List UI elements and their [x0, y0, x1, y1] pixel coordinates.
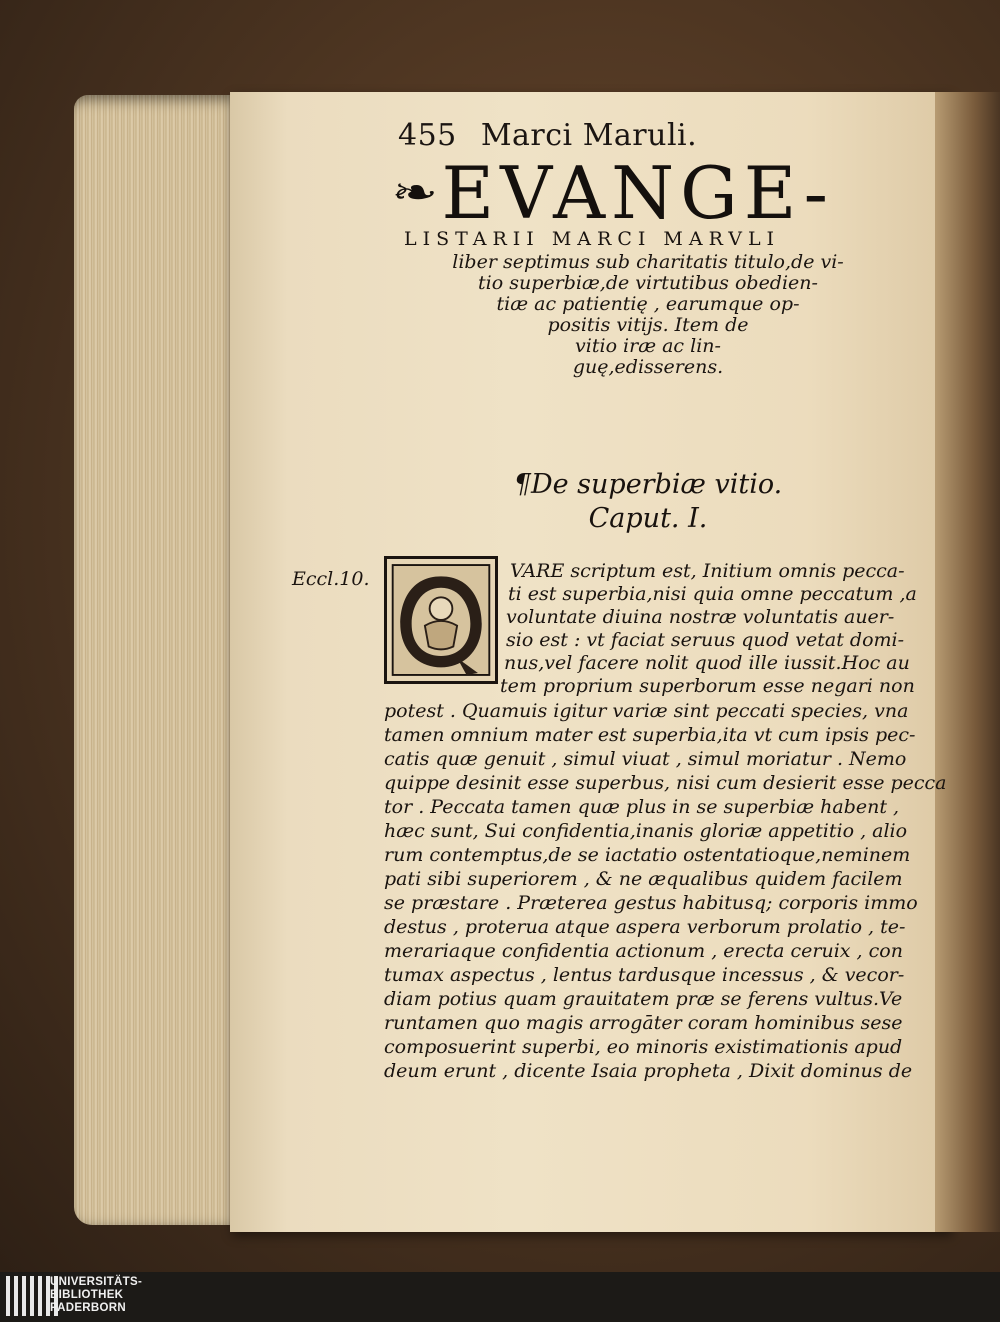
library-logo-text — [50, 1276, 142, 1315]
woodcut-initial-icon — [384, 556, 498, 684]
intro-line: tiæ ac patientię , earumque op- — [496, 293, 800, 315]
title-text: EVANGE- — [441, 151, 834, 235]
intro-line: guę,edisserens. — [572, 356, 724, 378]
text-line: voluntate diuina nostræ voluntatis auer- — [506, 606, 895, 628]
text-line: destus , proterua atque aspera verborum prolatio , te- — [384, 916, 906, 938]
intro-line: vitio iræ ac lin- — [575, 335, 721, 357]
running-head — [398, 118, 697, 153]
page-edges — [74, 95, 244, 1225]
text-line: quippe desinit esse superbus, nisi cum desierit esse pecca — [384, 772, 947, 794]
heading-line: Caput. I. — [588, 503, 708, 534]
intro-block — [382, 252, 914, 378]
text-line: runtamen quo magis arrogāter coram hominibus sese — [384, 1012, 903, 1034]
running-title: Marci Maruli. — [480, 118, 698, 153]
footer-bar — [0, 1272, 1000, 1322]
text-line: tem proprium superborum esse negari non — [500, 675, 915, 697]
text-line: diam potius quam grauitatem præ se ferens vultus.Ve — [384, 988, 903, 1010]
text-line: merariaque confidentia actionum , erecta ceruix , con — [384, 940, 903, 962]
title-continuation: LISTARII MARCI MARVLI — [404, 228, 781, 250]
book-title — [391, 151, 918, 235]
text-line: rum contemptus,de se iactatio ostentatioque,neminem — [384, 844, 911, 866]
intro-line: liber septimus sub charitatis titulo,de vi- — [452, 251, 844, 273]
text-line: tor . Peccata tamen quæ plus in se superbiæ habent , — [384, 796, 900, 818]
text-line: VARE scriptum est, Initium omnis pecca- — [510, 560, 905, 582]
logo-line: BIBLIOTHEK — [50, 1289, 124, 1301]
text-line: composuerint superbi, eo minoris existimationis apud — [384, 1036, 903, 1058]
text-line: pati sibi superiorem , & ne æqualibus quidem facilem — [384, 868, 903, 890]
margin-note: Eccl.10. — [292, 568, 370, 590]
page-number: 455 — [398, 118, 457, 153]
logo-line: UNIVERSITÄTS- — [50, 1276, 143, 1288]
text-line: se præstare . Præterea gestus habitusq; corporis immo — [384, 892, 918, 914]
intro-line: positis vitijs. Item de — [547, 314, 749, 336]
text-line: tumax aspectus , lentus tardusque incessus , & vecor- — [384, 964, 905, 986]
chapter-heading — [382, 468, 914, 536]
fleuron-icon: ❧ — [391, 170, 439, 216]
book-gutter — [935, 92, 1000, 1232]
heading-line: ¶De superbiæ vitio. — [513, 469, 783, 500]
text-line: nus,vel facere nolit quod ille iussit.Hoc au — [504, 652, 910, 674]
show-through — [300, 230, 360, 310]
text-line: ti est superbia,nisi quia omne peccatum ,a — [508, 583, 917, 605]
text-line: catis quæ genuit , simul viuat , simul moriatur . Nemo — [384, 748, 907, 770]
text-line: sio est : vt faciat seruus quod vetat domi- — [506, 629, 905, 651]
text-line: deum erunt , dicente Isaia propheta , Dixit dominus de — [384, 1060, 913, 1082]
text-line: tamen omnium mater est superbia,ita vt cum ipsis pec- — [384, 724, 916, 746]
logo-line: PADERBORN — [50, 1302, 126, 1314]
text-line: potest . Quamuis igitur variæ sint peccati species, vna — [384, 700, 909, 722]
text-line: hæc sunt, Sui confidentia,inanis gloriæ appetitio , alio — [384, 820, 908, 842]
intro-line: tio superbiæ,de virtutibus obedien- — [478, 272, 818, 294]
